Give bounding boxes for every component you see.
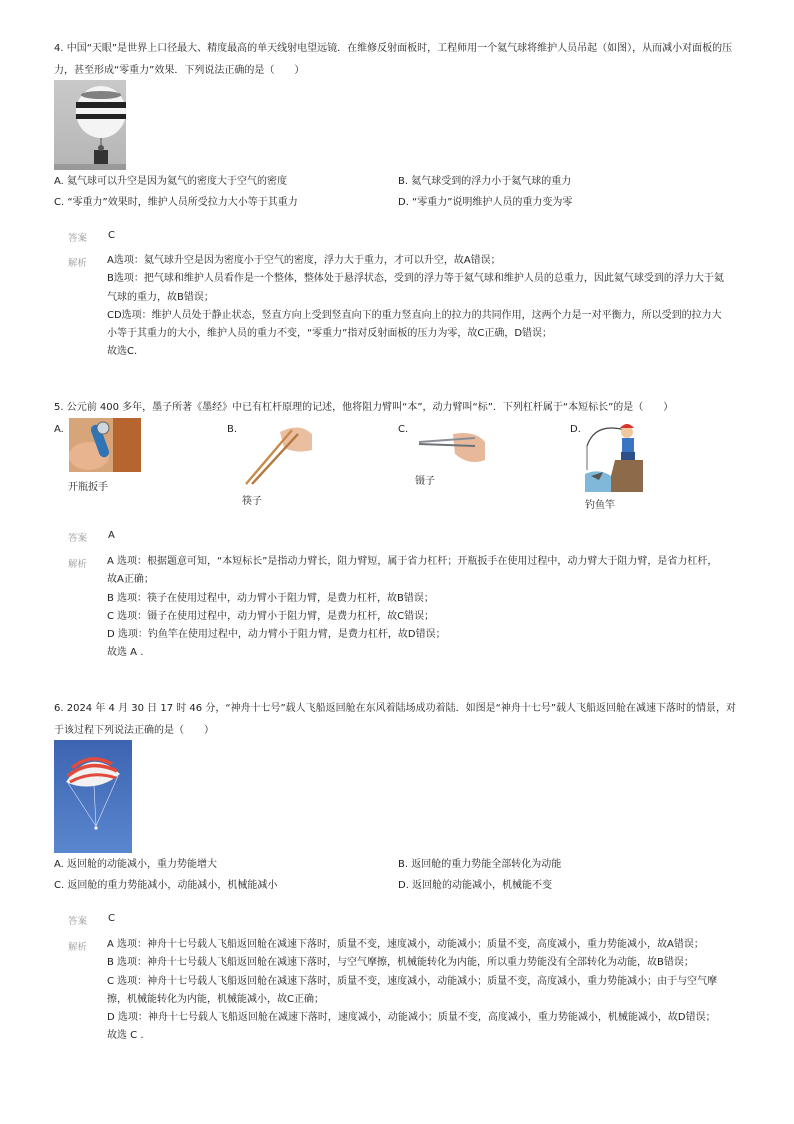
- q4-option-a: A. 氦气球可以升空是因为氦气的密度大于空气的密度: [54, 176, 288, 187]
- q5-option-c-letter: C.: [398, 424, 409, 435]
- analysis-line: 故选C.: [107, 346, 138, 358]
- q6-option-a: A. 返回舱的动能减小，重力势能增大: [54, 859, 218, 870]
- analysis-line: C 选项：镊子在使用过程中，动力臂小于阻力臂，是费力杠杆，故C错误；: [107, 610, 435, 622]
- q4-answer-label: 答案: [68, 233, 88, 244]
- q6-analysis-label: 解析: [68, 942, 88, 953]
- q5-option-b-letter: B.: [227, 424, 238, 435]
- q6-answer: C: [108, 913, 115, 924]
- q6-answer-label: 答案: [68, 916, 88, 927]
- q5-stem: 5. 公元前 400 多年，墨子所著《墨经》中已有杠杆原理的记述，他将阻力臂叫“本”，动力臂叫“标”．下列杠杆属于“本短标长”的是（ ）: [54, 402, 674, 413]
- q4-balloon-photo: [54, 80, 126, 170]
- q5-tweezers-photo: [415, 430, 487, 468]
- q4-stem: 4. 中国“天眼”是世界上口径最大、精度最高的单天线射电望远镜．在维修反射面板时，工程师用一个氦气球将维护人员吊起（如图），从而减小对面板的压力，甚至形成“零重力”效果．下列说法正确的是（ ）: [54, 43, 733, 76]
- q5-option-d-letter: D.: [570, 424, 581, 435]
- analysis-line: D 选项：钓鱼竿在使用过程中，动力臂小于阻力臂，是费力杠杆，故D错误；: [107, 629, 446, 641]
- analysis-line: B 选项：神舟十七号载人飞船返回舱在减速下落时，与空气摩擦，机械能转化为内能，所以重力势能没有全部转化为动能，故B错误；: [107, 957, 694, 969]
- analysis-line: 故选 C .: [107, 1030, 144, 1042]
- q5-option-d-caption: 钓鱼竿: [585, 500, 615, 511]
- analysis-line: B选项：把气球和维护人员看作是一个整体，整体处于悬浮状态，受到的浮力等于氦气球和维护人员的总重力，因此氦气球受到的浮力大于氦气球的重力，故B错误；: [107, 273, 724, 303]
- q4-option-c: C. “零重力”效果时，维护人员所受拉力大小等于其重力: [54, 197, 298, 208]
- q5-chopsticks-photo: [240, 420, 314, 486]
- analysis-line: A 选项：神舟十七号载人飞船返回舱在减速下落时，质量不变，速度减小，动能减小；质量不变，高度减小，重力势能减小，故A错误；: [107, 939, 704, 950]
- q6-option-d: D. 返回舱的动能减小，机械能不变: [398, 880, 553, 891]
- q4-analysis: [107, 252, 727, 362]
- q5-option-c-caption: 镊子: [415, 476, 435, 487]
- q5-option-b-caption: 筷子: [242, 496, 262, 507]
- q5-answer-label: 答案: [68, 533, 88, 544]
- q5-analysis-label: 解析: [68, 559, 88, 570]
- analysis-line: A 选项：根据题意可知，“本短标长”是指动力臂长，阻力臂短，属于省力杠杆；开瓶扳手在使用过程中，动力臂大于阻力臂，是省力杠杆，故A正确；: [107, 556, 718, 586]
- q6-option-c: C. 返回舱的重力势能减小，动能减小，机械能减小: [54, 880, 278, 891]
- q5-option-a-caption: 开瓶扳手: [68, 482, 108, 493]
- q6-analysis: [107, 936, 727, 1046]
- q5-bottle-opener-photo: [69, 418, 141, 472]
- q5-answer: A: [108, 530, 115, 541]
- analysis-line: C 选项：神舟十七号载人飞船返回舱在减速下落时，质量不变，速度减小，动能减小；质量不变，高度减小，重力势能减小；由于与空气摩擦，机械能转化为内能，机械能减小，故C正确；: [107, 975, 718, 1005]
- q5-analysis: [107, 553, 727, 663]
- analysis-line: B 选项：筷子在使用过程中，动力臂小于阻力臂，是费力杠杆，故B错误；: [107, 592, 434, 604]
- analysis-line: A选项：氦气球升空是因为密度小于空气的密度，浮力大于重力，才可以升空，故A错误；: [107, 255, 501, 266]
- analysis-line: D 选项：神舟十七号载人飞船返回舱在减速下落时，速度减小，动能减小；质量不变，高度减小，重力势能减小，机械能减小，故D错误；: [107, 1012, 716, 1024]
- q4-option-d: D. “零重力”说明维护人员的重力变为零: [398, 197, 573, 208]
- q6-stem: 6. 2024 年 4 月 30 日 17 时 46 分，“神舟十七号”载人飞船返回舱在东风着陆场成功着陆．如图是“神舟十七号”载人飞船返回舱在减速下落时的情景，对于该过程下列说法正确的是（ ）: [54, 703, 737, 736]
- q5-option-a-letter: A.: [54, 424, 64, 435]
- analysis-line: CD选项：维护人员处于静止状态，竖直方向上受到竖直向下的重力竖直向上的拉力的共同作用，这两个力是一对平衡力，所以受到的拉力大小等于其重力的大小，维护人员的重力不变，“零重力”指对反射面板的压力为零，故C正确，D错误；: [107, 309, 722, 340]
- q4-analysis-label: 解析: [68, 258, 88, 269]
- analysis-line: 故选 A .: [107, 647, 144, 659]
- q6-option-b: B. 返回舱的重力势能全部转化为动能: [398, 859, 562, 870]
- q5-fishing-rod-photo: [585, 418, 643, 492]
- q6-parachute-photo: [54, 740, 132, 853]
- q4-answer: C: [108, 230, 115, 241]
- q4-option-b: B. 氦气球受到的浮力小于氦气球的重力: [398, 176, 572, 187]
